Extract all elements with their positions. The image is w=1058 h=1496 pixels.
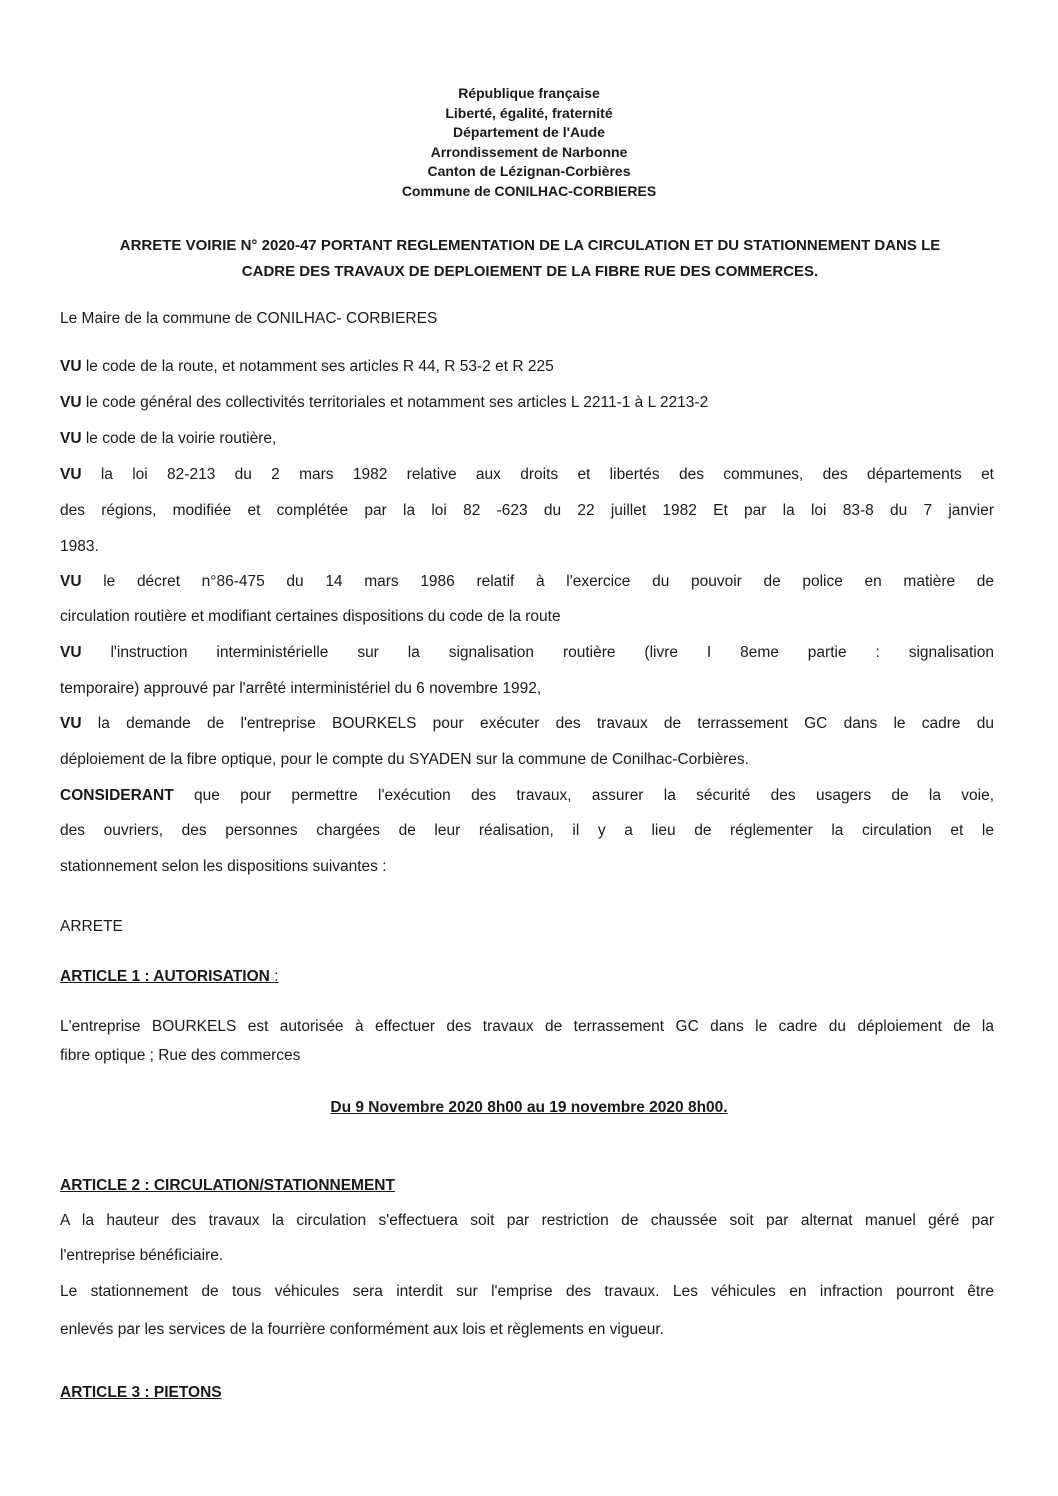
vu-keyword: VU [60,466,82,483]
considerant-keyword: CONSIDERANT [60,787,174,804]
article-2-para-2-line-2: enlevés par les services de la fourrière conformément aux lois et règlements en vigueur. [60,1321,664,1338]
vu-item-6-line-2: temporaire) approuvé par l'arrêté interministériel du 6 novembre 1992, [60,680,542,697]
title-line-2: CADRE DES TRAVAUX DE DEPLOIEMENT DE LA FIBRE RUE DES COMMERCES. [241,263,819,280]
vu-item-7-line-1 [60,714,994,734]
considerant-line-3: stationnement selon les dispositions suivantes : [60,858,387,875]
vu-item-1-text: le code de la route, et notamment ses articles R 44, R 53-2 et R 225 [85,358,554,375]
vu-item-4-line-2: des régions, modifiée et complétée par la loi 82 -623 du 22 juillet 1982 Et par la loi 83-8 du 7 janvier [60,502,994,519]
vu-item-4-text-1: la loi 82-213 du 2 mars 1982 relative aux droits et libertés des communes, des départements et [100,466,994,483]
considerant-text-1: que pour permettre l'exécution des travaux, assurer la sécurité des usagers de la voie, [193,787,994,804]
vu-item-2 [60,393,994,413]
vu-keyword: VU [60,394,82,411]
header-line-departement: Département de l'Aude [453,124,605,140]
vu-keyword: VU [60,644,82,661]
vu-item-4-line-1 [60,465,994,485]
vu-item-6-line-1 [60,643,994,663]
header-line-republique: République française [458,85,600,101]
vu-keyword: VU [60,430,82,447]
vu-keyword: VU [60,715,82,732]
vu-item-7-text-1: la demande de l'entreprise BOURKELS pour exécuter des travaux de terrassement GC dans le cadre du [97,715,995,732]
document-header [0,84,1058,201]
article-2-para-1-line-1: A la hauteur des travaux la circulation s'effectuera soit par restriction de chaussée soit par alternat manuel géré par [60,1212,994,1229]
considerant-line-1 [60,786,994,806]
document-title [60,233,1000,285]
article-3-heading: ARTICLE 3 : PIETONS [60,1384,222,1401]
vu-item-1 [60,357,994,377]
title-line-1: ARRETE VOIRIE N° 2020-47 PORTANT REGLEMENTATION DE LA CIRCULATION ET DU STATIONNEMENT DANS LE [119,237,941,254]
header-line-canton: Canton de Lézignan-Corbières [427,163,631,179]
article-1-heading: ARTICLE 1 : AUTORISATION [60,968,270,985]
article-1-text-line-1: L'entreprise BOURKELS est autorisée à effectuer des travaux de terrassement GC dans le cadre du déploiement de la [60,1018,994,1035]
article-1-heading-suffix: : [269,968,279,985]
vu-item-7-line-2: déploiement de la fibre optique, pour le compte du SYADEN sur la commune de Conilhac-Corbières. [60,751,749,768]
vu-item-5-line-1 [60,572,994,592]
arrete-label: ARRETE [60,918,123,935]
considerant-line-2: des ouvriers, des personnes chargées de leur réalisation, il y a lieu de réglementer la circulation et le [60,822,994,839]
vu-item-3 [60,429,994,449]
article-1-text-line-2: fibre optique ; Rue des commerces [60,1047,301,1064]
vu-keyword: VU [60,358,82,375]
vu-item-3-text: le code de la voirie routière, [85,430,277,447]
article-2-heading: ARTICLE 2 : CIRCULATION/STATIONNEMENT [60,1177,395,1194]
article-2-para-1-line-2: l'entreprise bénéficiaire. [60,1247,224,1264]
header-line-arrondissement: Arrondissement de Narbonne [430,143,628,160]
article-2-para-2-line-1: Le stationnement de tous véhicules sera interdit sur l'emprise des travaux. Les véhicules en infraction pourront être [60,1283,994,1300]
vu-item-5-text-1: le décret n°86-475 du 14 mars 1986 relatif à l'exercice du pouvoir de police en matière de [103,573,994,590]
vu-item-6-text-1: l'instruction interministérielle sur la signalisation routière (livre I 8eme partie : signalisation [110,644,994,661]
article-1-dates: Du 9 Novembre 2020 8h00 au 19 novembre 2020 8h00. [330,1099,728,1116]
header-line-devise: Liberté, égalité, fraternité [445,104,613,121]
article-1-heading-row [60,967,278,987]
vu-item-4-line-3: 1983. [60,538,99,555]
intro-text: Le Maire de la commune de CONILHAC- CORBIERES [60,310,438,327]
vu-item-5-line-2: circulation routière et modifiant certaines dispositions du code de la route [60,608,561,625]
vu-keyword: VU [60,573,82,590]
header-line-commune: Commune de CONILHAC-CORBIERES [401,182,657,199]
vu-item-2-text: le code général des collectivités territoriales et notamment ses articles L 2211-1 à L 2213-2 [85,394,709,411]
